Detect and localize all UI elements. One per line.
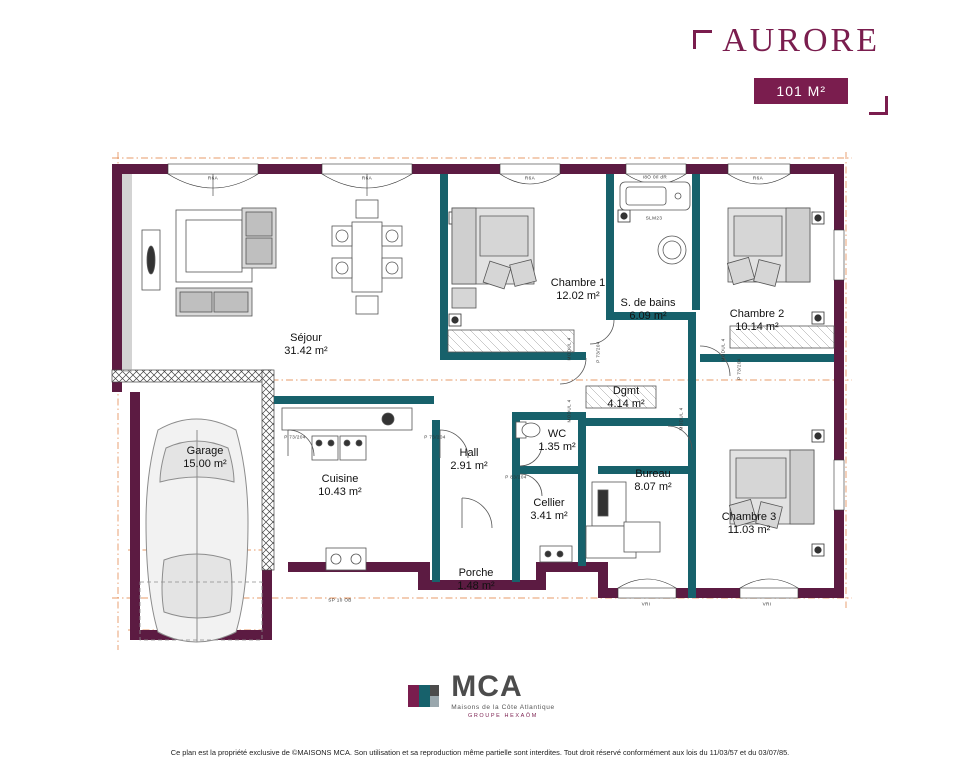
mca-logo-icon xyxy=(405,677,443,715)
room-label-garage: Garage 15.00 m² xyxy=(183,445,227,470)
door-tag: MODUL 4 xyxy=(566,399,572,423)
opening-tag: R6A xyxy=(752,175,764,181)
room-label-hall: Hall 2.91 m² xyxy=(450,447,488,472)
company-logo xyxy=(0,672,960,720)
room-label-chambre-2: Chambre 2 10.14 m² xyxy=(729,308,785,333)
furniture-chambre3 xyxy=(729,450,814,528)
furniture-dgmt xyxy=(586,386,656,408)
door-tag: MODUL 4 xyxy=(720,338,726,362)
room-label-porche: Porche 1.48 m² xyxy=(457,567,495,592)
logo-tagline: Maisons de la Côte Atlantique xyxy=(451,704,555,711)
legal-notice: Ce plan est la propriété exclusive de ©MAISONS MCA. Son utilisation et sa reproduction même partielle sont interdites. Tout droit réservé conformément aux lois du 11/03/57 et du 03/07/85. xyxy=(170,748,790,757)
room-label-dgmt: Dgmt 4.14 m² xyxy=(607,385,645,410)
room-label-cuisine: Cuisine 10.43 m² xyxy=(318,473,362,498)
surface-badge: 101 M² xyxy=(754,78,848,104)
furniture-cuisine xyxy=(282,408,412,570)
furniture-cellier xyxy=(540,482,660,562)
furniture-chambre1 xyxy=(448,208,574,352)
equipment-tag: SLM23 xyxy=(645,215,663,221)
opening-tag: i8O 0il dR xyxy=(642,174,668,180)
opening-tag: SP 10 OB xyxy=(328,597,352,603)
logo-group: GROUPE HEXAÔM xyxy=(467,713,538,719)
furniture-chambre2 xyxy=(727,208,834,348)
header-corner-bottom-right xyxy=(869,96,888,115)
opening-tag: R6A xyxy=(524,175,536,181)
furniture-sejour xyxy=(142,200,402,316)
opening-tag: VRI xyxy=(762,601,772,607)
header-corner-top-left xyxy=(693,30,712,49)
door-tag: P 73/204 xyxy=(424,434,446,440)
door-tag: P 83/204 xyxy=(505,474,527,480)
opening-tag: VRI xyxy=(641,601,651,607)
page-title: AURORE xyxy=(722,22,880,59)
room-label-cellier: Cellier 3.41 m² xyxy=(530,497,568,522)
room-label-chambre-3: Chambre 3 11.03 m² xyxy=(721,511,777,536)
logo-wordmark: MCA xyxy=(451,670,523,703)
floor-plan xyxy=(0,130,960,660)
opening-tag: R6A xyxy=(361,175,373,181)
door-tag: P 73/204 xyxy=(284,434,306,440)
room-label-bureau: Bureau 8.07 m² xyxy=(634,468,672,493)
door-tag: MODUL 4 xyxy=(566,337,572,361)
door-tag: P 73/204 xyxy=(595,341,601,363)
garage-car xyxy=(146,419,248,642)
door-tag: P 73/204 xyxy=(736,358,742,380)
room-label-wc: WC 1.35 m² xyxy=(538,428,576,453)
room-label-sejour: Séjour 31.42 m² xyxy=(284,332,328,357)
room-label-chambre-1: Chambre 1 12.02 m² xyxy=(550,277,606,302)
furniture-wc xyxy=(516,422,540,438)
opening-tag: R6A xyxy=(207,175,219,181)
room-label-salle-de-bains: S. de bains 6.09 m² xyxy=(620,297,676,322)
furniture-sdb xyxy=(620,182,690,264)
door-tag: MODUL 4 xyxy=(678,407,684,431)
